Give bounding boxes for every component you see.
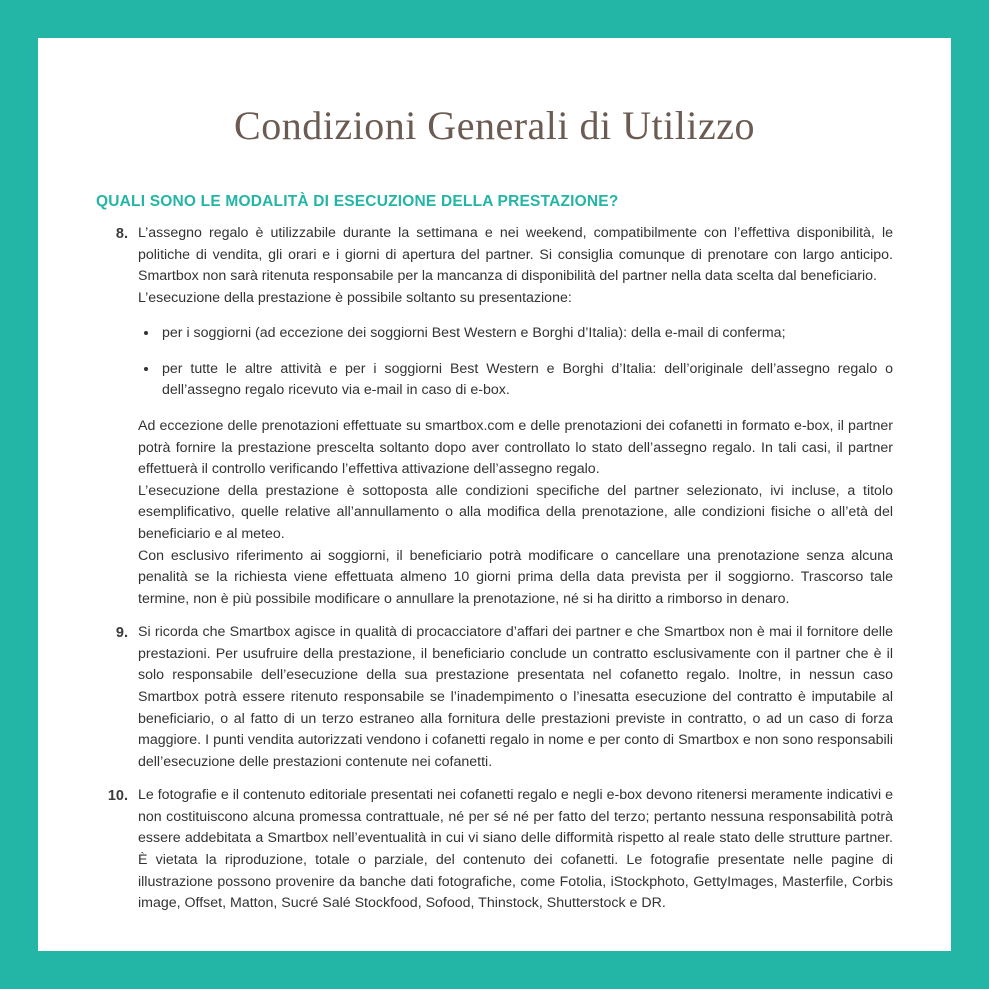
clause-item xyxy=(96,223,893,610)
clause-paragraph: Con esclusivo riferimento ai soggiorni, il beneficiario potrà modificare o cancellare una prenotazione senza alcuna penalità se la richiesta viene effettuata almeno 10 giorni prima della data prevista per il soggiorno. Trascorso tale termine, non è più possibile modificare o annullare la prenotazione, né si ha diritto a rimborso in denaro. xyxy=(138,547,893,607)
list-item-text: per i soggiorni (ad eccezione dei soggiorni Best Western e Borghi d’Italia): della e-mail di conferma; xyxy=(162,325,786,342)
clause-paragraph: Le fotografie e il contenuto editoriale presentati nei cofanetti regalo e negli e-box devono ritenersi meramente indicativi e non costituiscono alcuna promessa contrattuale, né per sé né per fatto del terzo; pertanto nessuna responsabilità potrà essere addebitata a Smartbox nell’eventualità in cui vi siano delle difformità rispetto al reale stato delle strutture partner. È vietata la riproduzione, totale o parziale, del contenuto dei cofanetti. Le fotografie presentate nelle pagine di illustrazione possono provenire da banche dati fotografiche, come Fotolia, iStockphoto, GettyImages, Masterfile, Corbis image, Offset, Matton, Sucré Salé Stockfood, Sofood, Thinstock, Shutterstock e DR. xyxy=(138,787,893,912)
bullet-dot-icon xyxy=(144,367,148,371)
clause-paragraph: Ad eccezione delle prenotazioni effettuate su smartbox.com e delle prenotazioni dei cofanetti in formato e-box, il partner potrà fornire la prestazione prescelta soltanto dopo aver controllato lo stato dell’assegno regalo. In tali casi, il partner effettuerà il controllo verificando l’effettiva attivazione dell’assegno regalo. xyxy=(138,418,893,478)
document-page xyxy=(38,38,951,951)
clause-paragraph: L’esecuzione della prestazione è possibile soltanto su presentazione: xyxy=(138,289,572,306)
clause-paragraph: Si ricorda che Smartbox agisce in qualità di procacciatore d’affari dei partner e che Smartbox non è mai il fornitore delle prestazioni. Per usufruire della prestazione, il beneficiario conclude un contratto esclusivamente con il partner che è il solo responsabile dell’esecuzione della sua prestazione presentata nel cofanetto regalo. Inoltre, in nessun caso Smartbox potrà essere ritenuto responsabile se l’inadempimento o l’inesatta esecuzione del contratto è imputabile al beneficiario, o al fatto di un terzo estraneo alla fornitura delle prestazioni previste in contratto, o ad un caso di forza maggiore. I punti vendita autorizzati vendono i cofanetti regalo in nome e per conto di Smartbox e non sono responsabili dell’esecuzione delle prestazioni contenute nei cofanetti. xyxy=(138,624,893,770)
clause-number: 8. xyxy=(115,226,128,242)
clause-number: 9. xyxy=(115,625,128,642)
clause-paragraph: L’esecuzione della prestazione è sottoposta alle condizioni specifiche del partner selezionato, ivi incluse, a titolo esemplificativo, quelle relative all’annullamento o alla modifica della prenotazione, alle condizioni fisiche o all’età del beneficiario e al meteo. xyxy=(138,482,893,542)
clause-item xyxy=(96,785,893,914)
section-heading: QUALI SONO LE MODALITÀ DI ESECUZIONE DELLA PRESTAZIONE? xyxy=(96,193,619,210)
bullet-dot-icon xyxy=(144,331,148,335)
list-item-text: per tutte le altre attività e per i soggiorni Best Western e Borghi d’Italia: dell’originale dell’assegno regalo o dell’assegno regalo ricevuto via e-mail in caso di e-box. xyxy=(162,360,893,399)
clause-item xyxy=(96,622,893,773)
clause-body xyxy=(138,223,893,610)
clause-number: 10. xyxy=(107,788,128,805)
bullet-list xyxy=(138,323,893,402)
list-item xyxy=(138,323,893,345)
clause-paragraph: L’assegno regalo è utilizzabile durante la settimana e nei weekend, compatibilmente con l’effettiva disponibilità, le politiche di vendita, gli orari e i giorni di apertura del partner. Si consiglia comunque di prenotare con largo anticipo. Smartbox non sarà ritenuta responsabile per la mancanza di disponibilità del partner nella data scelta dal beneficiario. xyxy=(138,225,893,285)
list-item xyxy=(138,359,893,402)
page-title: Condizioni Generali di Utilizzo xyxy=(234,103,755,148)
clause-body xyxy=(138,622,893,773)
clause-body xyxy=(138,785,893,914)
